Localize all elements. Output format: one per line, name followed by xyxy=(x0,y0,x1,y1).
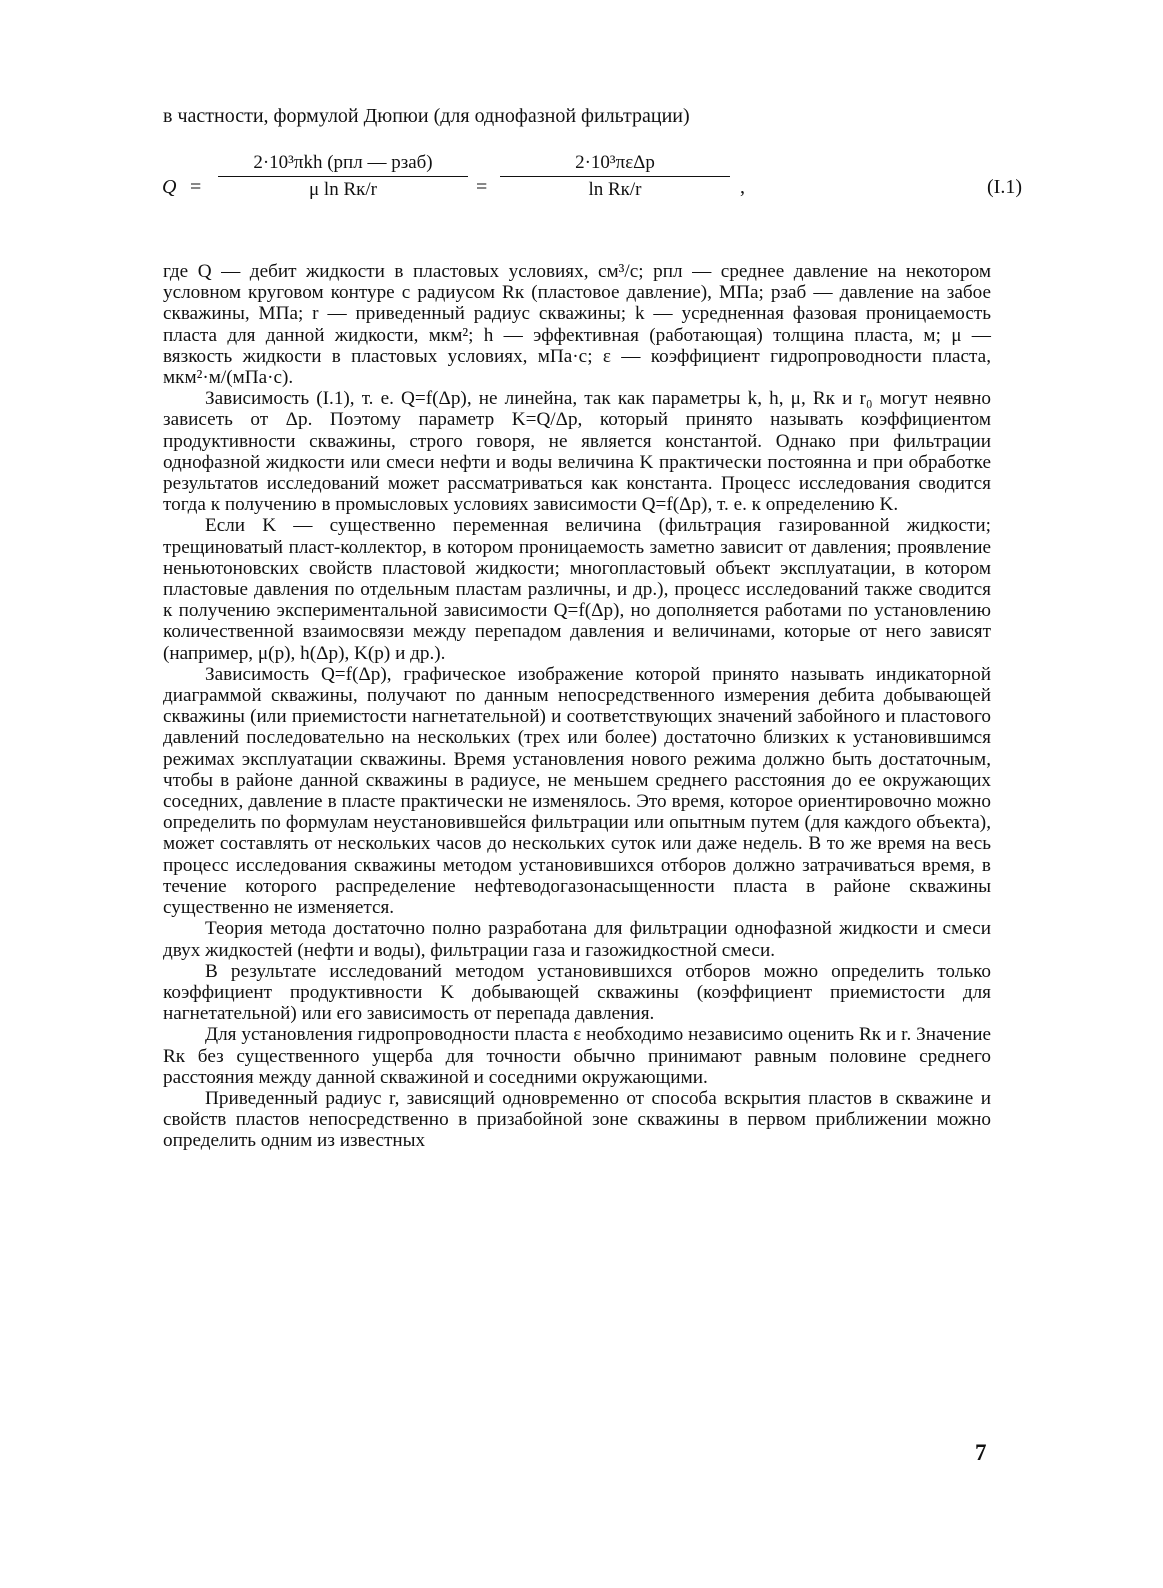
formula-equals-1: = xyxy=(190,176,202,198)
formula-dupuit xyxy=(162,150,1022,232)
formula-comma: , xyxy=(740,176,745,198)
fraction-1-numerator: 2·10³πkh (pпл — pзаб) xyxy=(253,152,433,173)
body-text xyxy=(163,261,991,1152)
formula-fraction-2 xyxy=(500,152,730,201)
formula-fraction-1 xyxy=(218,152,468,201)
paragraph-results: В результате исследований методом установившихся отборов можно определить только коэффициент продуктивности K добывающей скважины (коэффициент приемистости для нагнетательной) или его зависимость от перепада давления. xyxy=(163,960,991,1025)
paragraph-indicator-diagram: Зависимость Q=f(Δp), графическое изображение которой принято называть индикаторной диаграммой скважины, получают по данным непосредственного измерения дебита добывающей скважины (или приемистости нагнетательной) и соответствующих значений забойного и пластового давлений последовательно на нескольких (трех или более) достаточно близких к установившимся режимах эксплуатации скважины. Время установления нового режима должно быть достаточным, чтобы в районе данной скважины в радиусе, не меньшем среднего расстояния до ее окружающих соседних, давление в пласте практически не изменялось. Это время, которое ориентировочно можно определить по формулам неустановившейся фильтрации или опытным путем (для каждого объекта), может составлять от нескольких часов до нескольких суток или даже недель. В то же время на весь процесс исследования скважины методом установившихся отборов должно затрачиваться время, в течение которого распределение нефтеводогазонасыщенности пласта в районе скважины существенно не изменяется. xyxy=(163,663,991,919)
paragraph-definitions: где Q — дебит жидкости в пластовых условиях, см³/с; pпл — среднее давление на некотором условном круговом контуре с радиусом Rк (пластовое давление), МПа; pзаб — давление на забое скважины, МПа; r — приведенный радиус скважины; k — усредненная фазовая проницаемость пласта для данной жидкости, мкм²; h — эффективная (работающая) толщина пласта, м; μ — вязкость жидкости в пластовых условиях, мПа·с; ε — коэффициент гидропроводности пласта, мкм²·м/(мПа·с). xyxy=(163,261,991,389)
paragraph-variable-k: Если K — существенно переменная величина (фильтрация газированной жидкости; трещиноватый пласт-коллектор, в котором проницаемость заметно зависит от давления; проявление неньютоновских свойств пластовой жидкости; многопластовый объект эксплуатации, в котором пластовые давления по отдельным пластам различны, и др.), процесс исследований также сводится к получению экспериментальной зависимости Q=f(Δp), но дополняется работами по установлению количественной взаимосвязи между перепадом давления и величинами, которые от него зависят (например, μ(p), h(Δp), K(p) и др.). xyxy=(163,515,991,664)
formula-number: (I.1) xyxy=(987,176,1022,198)
page-number: 7 xyxy=(975,1440,987,1465)
paragraph-theory: Теория метода достаточно полно разработана для фильтрации однофазной жидкости и смеси двух жидкостей (нефти и воды), фильтрации газа и газожидкостной смеси. xyxy=(163,918,991,961)
formula-lhs: Q xyxy=(162,176,177,198)
fraction-1-denominator: μ ln Rк/r xyxy=(309,179,377,200)
paragraph-nonlinearity: Зависимость (I.1), т. е. Q=f(Δp), не линейна, так как параметры k, h, μ, Rк и r₀ могут неявно зависеть от Δp. Поэтому параметр K=Q/Δp, который принято называть коэффициентом продуктивности скважины, строго говоря, не является константой. Однако при фильтрации однофазной жидкости или смеси нефти и воды величина K практически постоянна и при обработке результатов исследований может рассматриваться как константа. Процесс исследования сводится тогда к получению в промысловых условиях зависимости Q=f(Δp), т. е. к определению K. xyxy=(163,388,991,516)
fraction-2-denominator: ln Rк/r xyxy=(588,179,642,200)
formula-equals-2: = xyxy=(476,176,488,198)
intro-line: в частности, формулой Дюпюи (для однофазной фильтрации) xyxy=(163,105,690,127)
paragraph-hydroconductivity: Для установления гидропроводности пласта ε необходимо независимо оценить Rк и r. Значение Rк без существенного ущерба для точности обычно принимают равным половине среднего расстояния между данной скважиной и соседними окружающими. xyxy=(163,1024,991,1088)
fraction-2-numerator: 2·10³πεΔp xyxy=(575,152,655,173)
paragraph-reduced-radius: Приведенный радиус r, зависящий одновременно от способа вскрытия пластов в скважине и свойств пластов непосредственно в призабойной зоне скважины в первом приближении можно определить одним из известных xyxy=(163,1087,991,1152)
